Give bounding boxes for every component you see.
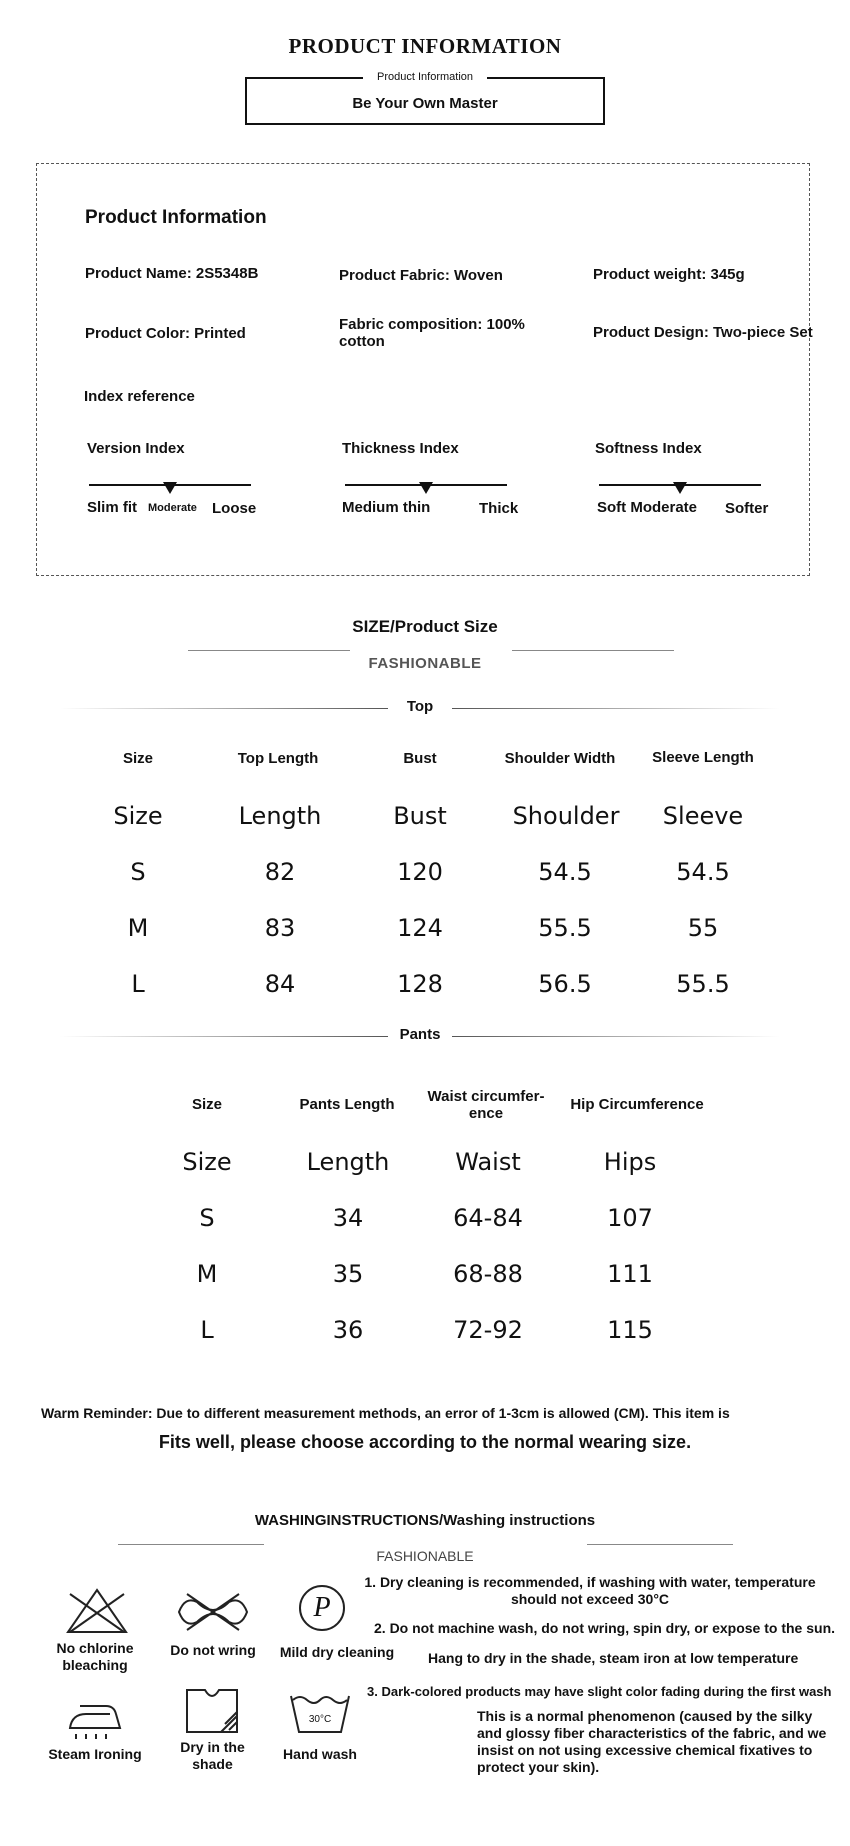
- no-chlorine-label: No chlorine bleaching: [56, 1640, 134, 1673]
- pants-cell-hips: 111: [607, 1260, 653, 1288]
- hand-wash-label: Hand wash: [283, 1746, 357, 1762]
- pants-header-length: Pants Length: [299, 1096, 395, 1113]
- washing-title: WASHINGINSTRUCTIONS/Washing instructions: [254, 1512, 596, 1529]
- thickness-index-right: Thick: [479, 500, 519, 517]
- washing-divider-right: [587, 1544, 733, 1545]
- thickness-index-marker: [419, 482, 433, 494]
- header-box-top-left: [245, 77, 363, 79]
- softness-index-left: Soft Moderate: [597, 499, 698, 516]
- pants-table-label: Pants: [399, 1026, 441, 1043]
- top-cell-bust: 124: [397, 914, 443, 942]
- top-cell-bust: 120: [397, 858, 443, 886]
- top-cell-length: 82: [264, 858, 296, 886]
- no-chlorine-icon: [66, 1588, 128, 1634]
- top-sub-shoulder: Shoulder: [512, 802, 620, 830]
- top-sub-sleeve: Sleeve: [662, 802, 744, 830]
- top-cell-sleeve: 54.5: [676, 858, 730, 886]
- top-sub-size: Size: [113, 802, 163, 830]
- pants-cell-waist: 72-92: [453, 1316, 523, 1344]
- washing-note-3: 3. Dark-colored products may have slight color fading during the first wash: [367, 1684, 832, 1699]
- fabric-composition: Fabric composition: 100% cotton: [339, 316, 525, 350]
- pants-cell-waist: 64-84: [453, 1204, 523, 1232]
- softness-index-right: Softer: [725, 500, 769, 517]
- washing-note-3b: This is a normal phenomenon (caused by the silky and glossy fiber characteristics of the fabric, and we insist on not using excessive chemical fixatives to protect your skin).: [477, 1708, 827, 1775]
- pants-sub-size: Size: [182, 1148, 232, 1176]
- pants-cell-hips: 107: [607, 1204, 653, 1232]
- no-wring-icon: [175, 1592, 251, 1632]
- washing-divider-left: [118, 1544, 264, 1545]
- pants-cell-length: 34: [332, 1204, 364, 1232]
- pants-header-hip: Hip Circumference: [570, 1096, 704, 1113]
- warm-reminder: Warm Reminder: Due to different measurement methods, an error of 1-3cm is allowed (CM). This item is: [41, 1405, 730, 1421]
- washing-note-2b: Hang to dry in the shade, steam iron at low temperature: [428, 1650, 799, 1666]
- product-name: Product Name: 2S5348B: [85, 265, 259, 282]
- pants-cell-size: M: [196, 1260, 218, 1288]
- page-title: PRODUCT INFORMATION: [288, 34, 562, 58]
- top-table-label: Top: [406, 698, 434, 715]
- top-sub-bust: Bust: [393, 802, 447, 830]
- header-box-small-label: Product Information: [377, 71, 473, 83]
- product-info-title: Product Information: [85, 207, 267, 228]
- top-cell-shoulder: 56.5: [538, 970, 592, 998]
- top-sub-length: Length: [238, 802, 322, 830]
- product-color: Product Color: Printed: [85, 325, 246, 342]
- pants-cell-size: L: [200, 1316, 214, 1344]
- version-index-left: Slim fit: [87, 499, 138, 516]
- top-cell-shoulder: 55.5: [538, 914, 592, 942]
- no-wring-label: Do not wring: [170, 1642, 256, 1658]
- softness-index-marker: [673, 482, 687, 494]
- top-header-shoulder: Shoulder Width: [504, 750, 616, 767]
- steam-iron-label: Steam Ironing: [48, 1746, 142, 1762]
- version-index-mid: Moderate: [148, 502, 197, 514]
- index-reference: Index reference: [84, 388, 195, 405]
- top-header-bust: Bust: [403, 750, 437, 767]
- size-section-title: SIZE/Product Size: [352, 617, 498, 636]
- version-index-marker: [163, 482, 177, 494]
- hand-wash-icon: [289, 1690, 351, 1734]
- washing-note-2: 2. Do not machine wash, do not wring, spin dry, or expose to the sun.: [374, 1620, 836, 1636]
- top-cell-sleeve: 55.5: [676, 970, 730, 998]
- header-box-top-right: [487, 77, 605, 79]
- softness-index-title: Softness Index: [595, 440, 702, 457]
- top-cell-size: L: [131, 970, 145, 998]
- warm-reminder-fit: Fits well, please choose according to the normal wearing size.: [158, 1432, 692, 1452]
- pants-sub-length: Length: [306, 1148, 390, 1176]
- shade-dry-icon: [181, 1688, 243, 1734]
- pants-cell-length: 36: [332, 1316, 364, 1344]
- pants-divider-right: [452, 1036, 780, 1037]
- pants-divider-left: [60, 1036, 388, 1037]
- top-cell-sleeve: 55: [687, 914, 719, 942]
- top-header-sleeve: Sleeve Length: [652, 749, 754, 766]
- header-box-main-label: Be Your Own Master: [352, 95, 498, 112]
- steam-iron-icon: [66, 1700, 122, 1740]
- shade-dry-label: Dry in the shade: [180, 1739, 245, 1772]
- product-weight: Product weight: 345g: [593, 266, 745, 283]
- top-cell-length: 83: [264, 914, 296, 942]
- product-design: Product Design: Two-piece Set: [593, 324, 813, 341]
- pants-cell-hips: 115: [607, 1316, 653, 1344]
- version-index-title: Version Index: [87, 440, 185, 457]
- top-cell-size: M: [127, 914, 149, 942]
- thickness-index-left: Medium thin: [342, 499, 431, 516]
- version-index-right: Loose: [212, 500, 257, 517]
- mild-dry-clean-label: Mild dry cleaning: [279, 1644, 395, 1660]
- pants-sub-waist: Waist: [455, 1148, 521, 1176]
- top-cell-size: S: [130, 858, 146, 886]
- pants-cell-waist: 68-88: [453, 1260, 523, 1288]
- pants-cell-size: S: [199, 1204, 215, 1232]
- top-divider-left: [60, 708, 388, 709]
- top-header-length: Top Length: [237, 750, 319, 767]
- pants-cell-length: 35: [332, 1260, 364, 1288]
- top-cell-shoulder: 54.5: [538, 858, 592, 886]
- washing-note-1: 1. Dry cleaning is recommended, if washing with water, temperature should not exceed 30°C: [364, 1574, 816, 1607]
- pants-header-waist: Waist circumfer-ence: [427, 1088, 545, 1122]
- top-cell-length: 84: [264, 970, 296, 998]
- pants-header-size: Size: [191, 1096, 222, 1113]
- top-cell-bust: 128: [397, 970, 443, 998]
- thickness-index-title: Thickness Index: [342, 440, 459, 457]
- pants-sub-hips: Hips: [603, 1148, 657, 1176]
- product-fabric: Product Fabric: Woven: [339, 267, 503, 284]
- mild-dry-clean-letter: P: [313, 1592, 331, 1623]
- size-divider-right: [512, 650, 674, 651]
- size-section-subtitle: FASHIONABLE: [368, 655, 482, 672]
- top-divider-right: [452, 708, 780, 709]
- washing-subtitle: FASHIONABLE: [376, 1548, 474, 1564]
- top-header-size: Size: [122, 750, 153, 767]
- hand-wash-temp: 30°C: [308, 1714, 332, 1725]
- size-divider-left: [188, 650, 350, 651]
